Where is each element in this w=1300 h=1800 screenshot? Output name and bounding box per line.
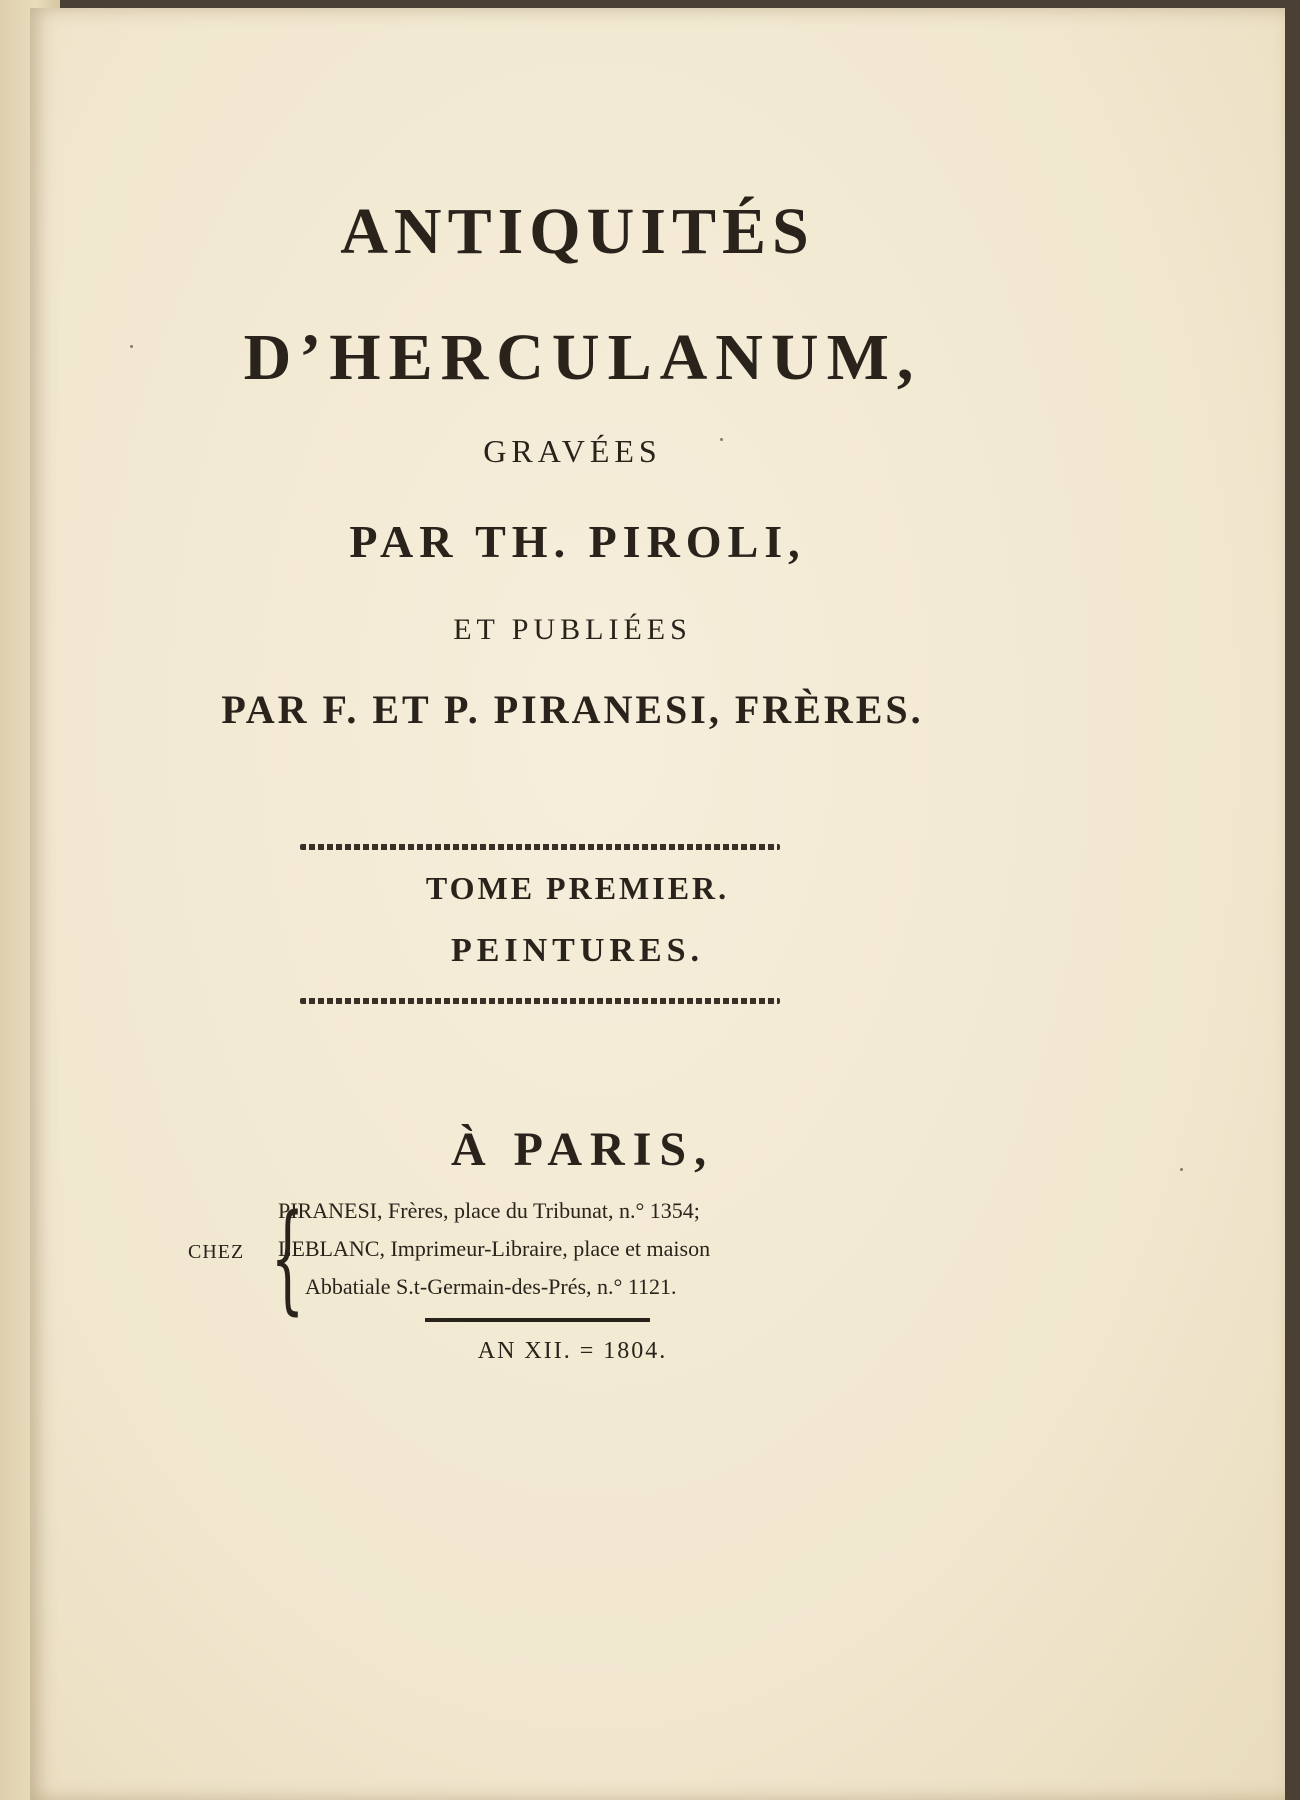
paper-speck bbox=[130, 345, 133, 348]
address-line-1: PIRANESI, Frères, place du Tribunat, n.° 1354; bbox=[278, 1198, 700, 1223]
publishers-line: PAR F. ET P. PIRANESI, FRÈRES. bbox=[221, 687, 924, 732]
published-line: ET PUBLIÉES bbox=[453, 613, 692, 646]
ornamental-rule-bottom bbox=[300, 998, 780, 1004]
address-line-3: Abbatiale S.t-Germain-des-Prés, n.° 1121. bbox=[305, 1274, 677, 1299]
date-line: AN XII. = 1804. bbox=[477, 1338, 668, 1364]
title-line-2: D’HERCULANUM, bbox=[243, 321, 922, 394]
ornamental-rule-top bbox=[300, 844, 780, 850]
paper-speck bbox=[1180, 1168, 1183, 1171]
gravees-line: GRAVÉES bbox=[483, 433, 662, 469]
volume-line: TOME PREMIER. bbox=[425, 870, 730, 906]
title-page bbox=[30, 8, 1285, 1800]
address-line-2: LEBLANC, Imprimeur-Libraire, place et maison bbox=[278, 1236, 711, 1261]
title-line-1: ANTIQUITÉS bbox=[340, 195, 815, 268]
brace-glyph: { bbox=[270, 1188, 305, 1326]
solid-rule bbox=[425, 1318, 650, 1322]
volume-subject-line: PEINTURES. bbox=[450, 932, 705, 969]
place-line: À PARIS, bbox=[450, 1123, 715, 1176]
engraver-line: PAR TH. PIROLI, bbox=[349, 516, 806, 567]
paper-speck bbox=[720, 438, 723, 441]
chez-label: CHEZ bbox=[188, 1241, 245, 1263]
